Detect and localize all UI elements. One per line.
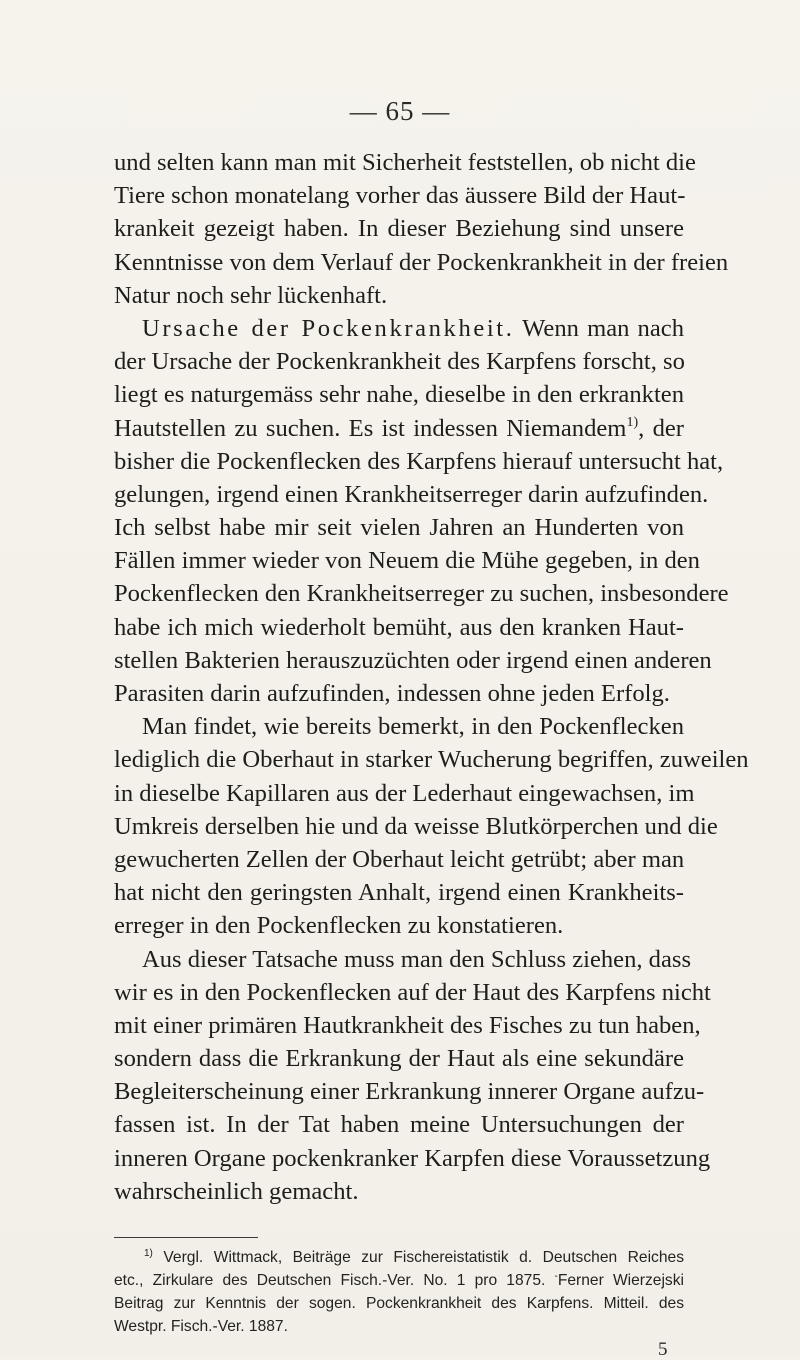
footnote-divider	[114, 1237, 258, 1238]
text-line: Man findet, wie bereits bemerkt, in den Pockenflecken	[142, 713, 684, 741]
footnote-line: Beitrag zur Kenntnis der sogen. Pockenkrankheit des Karpfens. Mitteil. des	[114, 1295, 684, 1312]
text-line: in dieselbe Kapillaren aus der Lederhaut eingewachsen, im	[114, 779, 695, 807]
text-line: Natur noch sehr lückenhaft.	[114, 281, 388, 309]
text-line: Begleiterscheinung einer Erkrankung innerer Organe aufzu-	[114, 1078, 705, 1106]
text-line: gelungen, irgend einen Krankheitserreger darin aufzufinden.	[114, 480, 709, 508]
text-line: sondern dass die Erkrankung der Haut als eine sekundäre	[114, 1045, 684, 1073]
page-number: — 65 —	[349, 96, 451, 126]
text-span: , der	[638, 414, 685, 442]
text-line: liegt es naturgemäss sehr nahe, dieselbe in den erkrankten	[114, 381, 684, 409]
text-line: Pockenflecken den Krankheitserreger zu suchen, insbesondere	[114, 580, 729, 608]
text-line: Tiere schon monatelang vorher das äussere Bild der Haut-	[114, 182, 686, 210]
footnote-reference: 1)	[626, 414, 639, 430]
footnote-line	[114, 1269, 684, 1292]
footnote-mark: 1)	[144, 1248, 153, 1259]
text-line: habe ich mich wiederholt bemüht, aus den kranken Haut-	[114, 613, 684, 641]
signature-mark: 5	[658, 1339, 668, 1360]
text-line: krankeit gezeigt haben. In dieser Beziehung sind unsere	[114, 215, 684, 243]
text-line: hat nicht den geringsten Anhalt, irgend einen Krankheits-	[114, 879, 684, 907]
text-line: wahrscheinlich gemacht.	[114, 1177, 359, 1205]
text-line: lediglich die Oberhaut in starker Wucherung begriffen, zuweilen	[114, 746, 749, 774]
footnote-inner-mark: -	[554, 1271, 558, 1282]
text-line: Fällen immer wieder von Neuem die Mühe gegeben, in den	[114, 547, 700, 575]
section-heading-line	[114, 312, 684, 345]
text-line: wir es in den Pockenflecken auf der Haut des Karpfens nicht	[114, 978, 711, 1006]
text-line: mit einer primären Hautkrankheit des Fisches zu tun haben,	[114, 1011, 701, 1039]
footnote-text: Ferner Wierzejski	[557, 1272, 684, 1289]
section-heading: Ursache der Pockenkrankheit.	[142, 314, 515, 342]
text-line	[114, 412, 684, 445]
footnote-line: Westpr. Fisch.-Ver. 1887.	[114, 1318, 288, 1335]
text-line: der Ursache der Pockenkrankheit des Karpfens forscht, so	[114, 348, 685, 376]
footnote-text: etc., Zirkulare des Deutschen Fisch.-Ver. No. 1 pro 1875.	[114, 1272, 555, 1289]
text-span: Wenn man nach	[514, 314, 684, 342]
text-line: stellen Bakterien herauszuzüchten oder irgend einen anderen	[114, 646, 712, 674]
footnote-line	[114, 1246, 684, 1269]
footnote	[114, 1246, 684, 1338]
text-line: gewucherten Zellen der Oberhaut leicht getrübt; aber man	[114, 845, 685, 873]
text-span: Hautstellen zu suchen. Es ist indessen Niemandem	[114, 414, 627, 442]
text-line: inneren Organe pockenkranker Karpfen diese Voraussetzung	[114, 1144, 711, 1172]
text-line: Umkreis derselben hie und da weisse Blutkörperchen und die	[114, 812, 718, 840]
body-text	[114, 146, 749, 1208]
text-line: und selten kann man mit Sicherheit feststellen, ob nicht die	[114, 149, 696, 176]
text-line: bisher die Pockenflecken des Karpfens hierauf untersucht hat,	[114, 447, 724, 475]
footnote-text: Vergl. Wittmack, Beiträge zur Fischereistatistik d. Deutschen Reiches	[152, 1249, 684, 1266]
text-line: Aus dieser Tatsache muss man den Schluss ziehen, dass	[142, 945, 692, 973]
text-line: Ich selbst habe mir seit vielen Jahren an Hunderten von	[114, 514, 684, 542]
text-line: erreger in den Pockenflecken zu konstatieren.	[114, 912, 564, 940]
text-line: Parasiten darin aufzufinden, indessen ohne jeden Erfolg.	[114, 680, 670, 707]
text-line: fassen ist. In der Tat haben meine Untersuchungen der	[114, 1111, 684, 1139]
text-line: Kenntnisse von dem Verlauf der Pockenkrankheit in der freien	[114, 248, 729, 276]
